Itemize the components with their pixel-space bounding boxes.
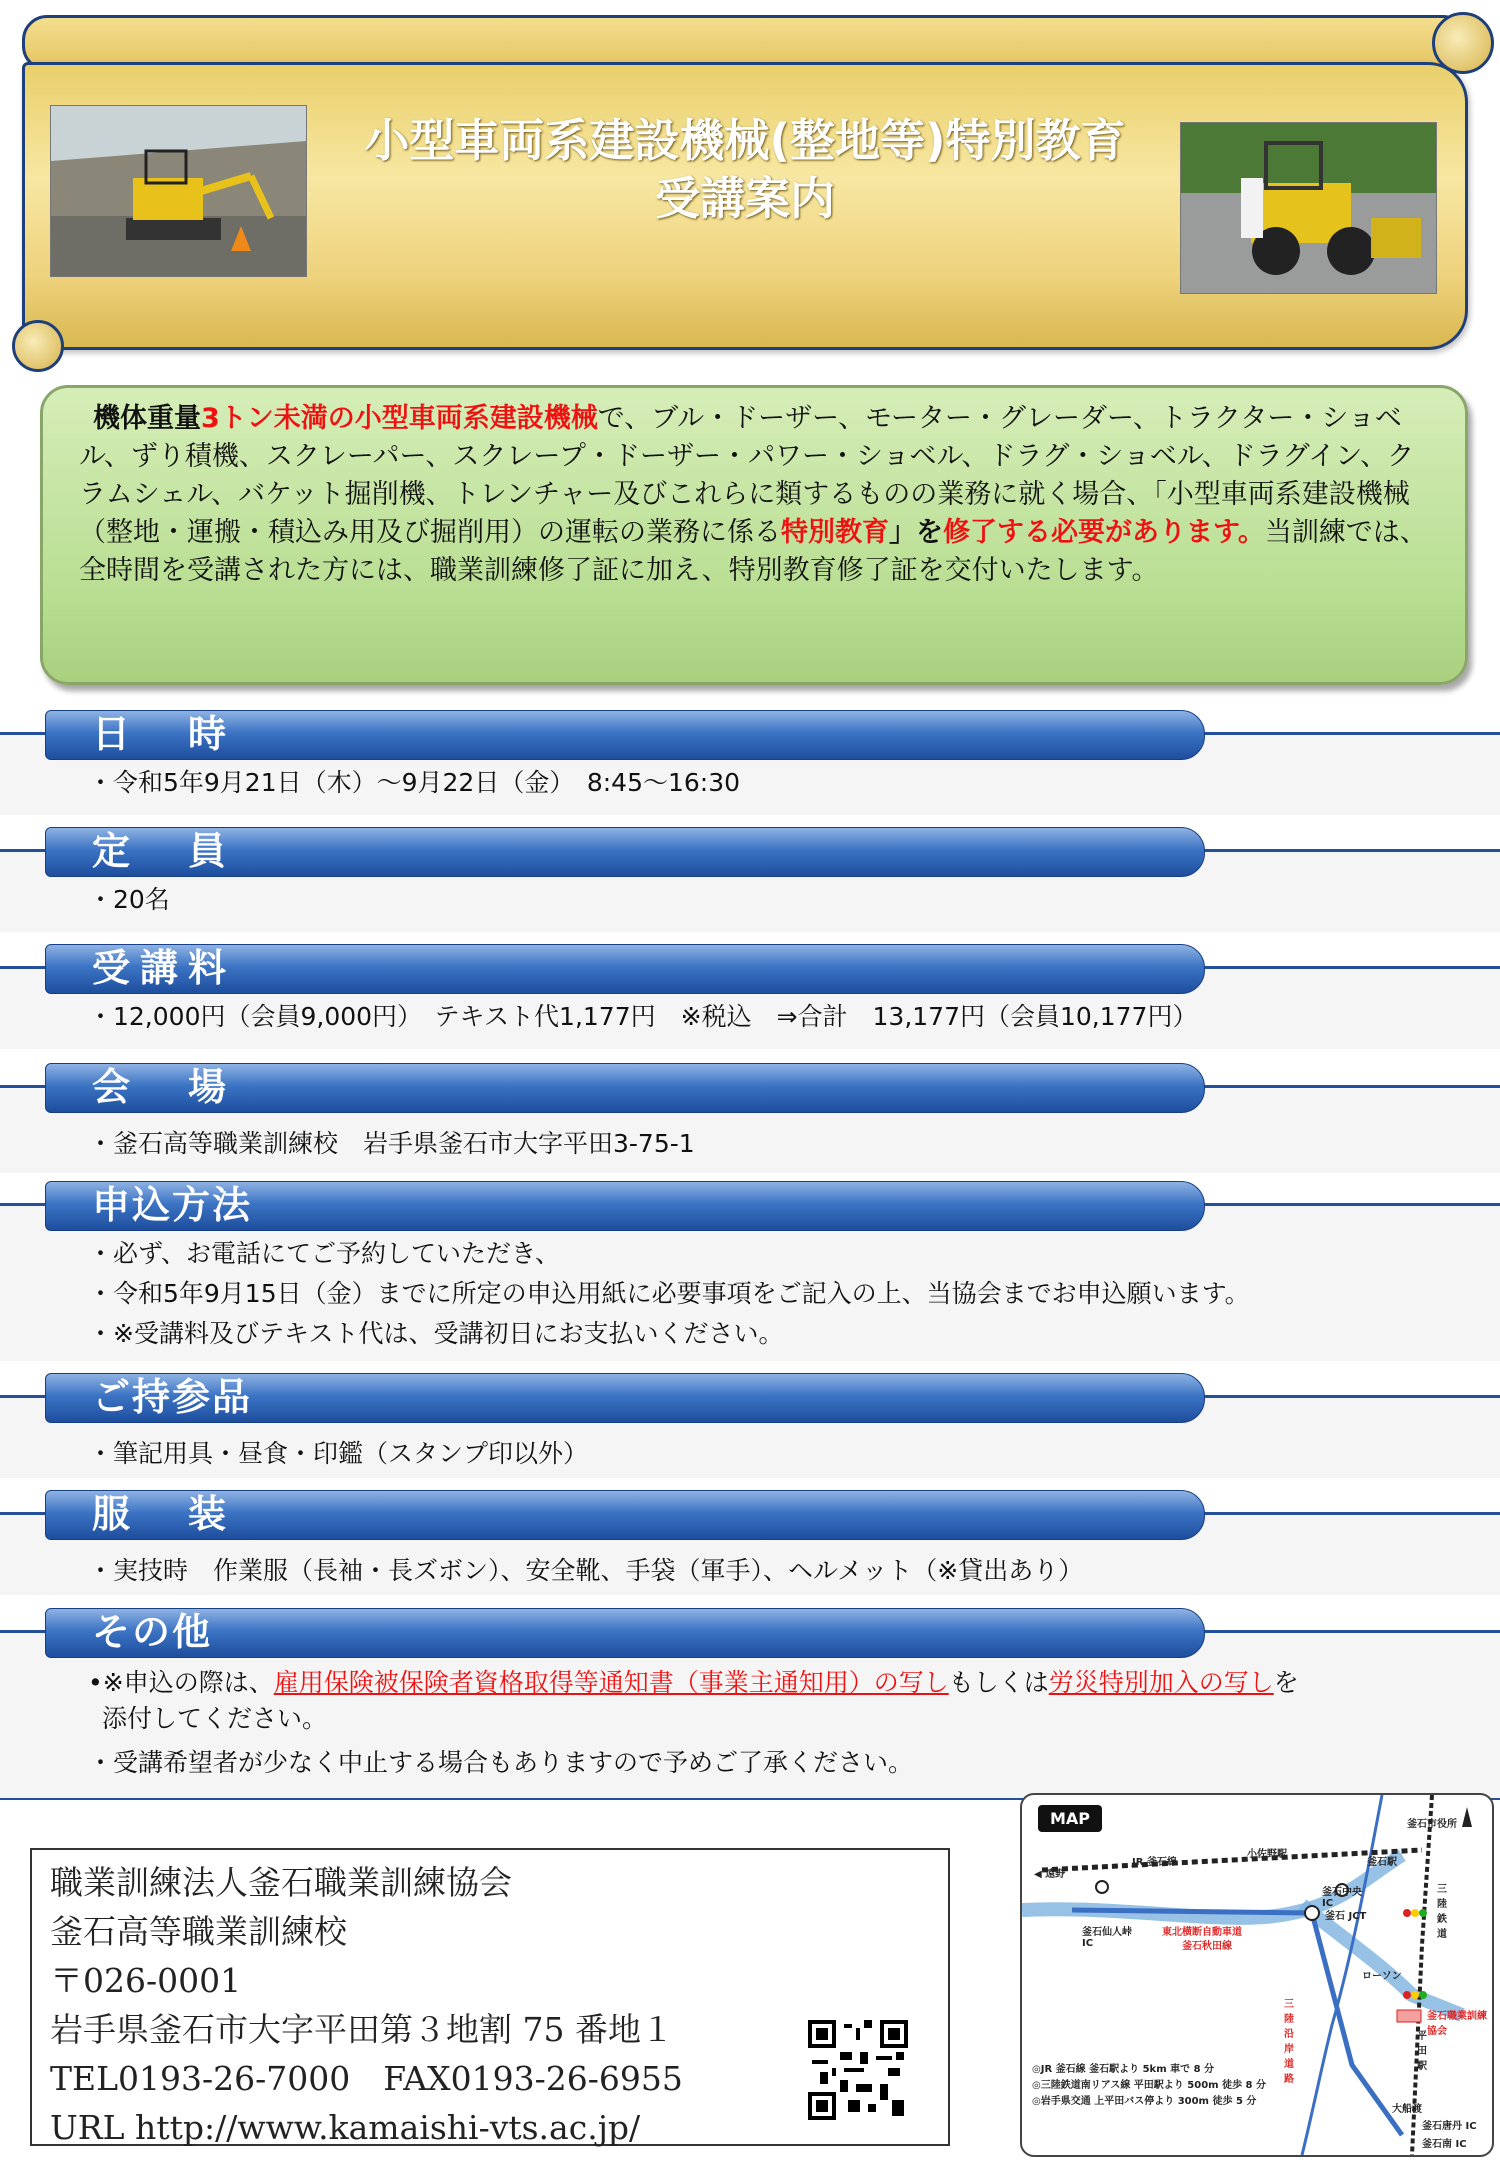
map-note: ◎三陸鉄道南リアス線 平田駅より 500m 徒歩 8 分 [1032,2080,1266,2091]
intro-highlight-required: 修了する必要があります。 [943,517,1265,548]
map-place: 小佐野駅 [1247,1849,1287,1860]
map-label: MAP [1038,1805,1102,1832]
map-place: 釜石職業訓練協会 [1427,2011,1487,2037]
section-bar-other [45,1608,1205,1658]
other-text: を [1273,1668,1299,1697]
section-title-capacity: 定 員 [92,829,237,873]
apply-item: ・令和5年9月15日（金）までに所定の申込用紙に必要事項をご記入の上、当協会までお申込願います。 [88,1279,1250,1308]
dress-item: ・実技時 作業服（長袖・長ズボン）、安全靴、手袋（軍手）、ヘルメット（※貸出あり） [88,1556,1084,1585]
capacity-item: ・20名 [88,885,170,914]
map-place: 平田駅 [1417,2031,1427,2072]
apply-item: ・※受講料及びテキスト代は、受講初日にお支払いください。 [88,1319,784,1348]
other-doc-employment: 雇用保険被保険者資格取得等通知書（事業主通知用）の写し [273,1668,949,1697]
map-place: 大船渡 [1392,2104,1422,2115]
title-line-1: 小型車両系建設機械(整地等)特別教育 [364,114,1126,167]
intro-text-4: 当訓練では、全時間を受講された方には、職業訓練修了証に加え、特別教育修了証を交付いたします。 [79,517,1427,586]
intro-highlight-special: 特別教育 [781,517,889,548]
contact-school: 釜石高等職業訓練校 [50,1912,347,1951]
map-place: 釜石 JCT [1325,1911,1367,1922]
intro-highlight-weight: 3トン未満の小型車両系建設機械 [201,403,598,434]
venue-item: ・釜石高等職業訓練校 岩手県釜石市大字平田3-75-1 [88,1129,695,1158]
section-title-apply: 申込方法 [92,1183,253,1227]
map-place: 釜石南 IC [1422,2139,1467,2150]
contact-phone: TEL0193-26-7000 FAX0193-26-6955 [50,2059,683,2098]
other-text: 添付してください。 [102,1704,328,1733]
contact-url[interactable]: URL http://www.kamaishi-vts.ac.jp/ [50,2108,641,2147]
map-place: JR 釜石線 [1132,1857,1177,1868]
section-title-dress: 服 装 [92,1492,237,1536]
intro-text-2: で、ブル・ドーザー、モーター・グレーダー、トラクター・ショベル、ずり積機、スクレーパー、スクレープ・ドーザー・パワー・ショベル、ドラグ・ショベル、ドラグイン、クラムシェル、バケット掘削機、トレンチャー及びこれらに類するものの業務に就く場合、「小型車両系建設機械（整地・運搬・積込み用及び掘削用）の運転の業務に係る [79,403,1415,548]
other-text: •※申込の際は、 [88,1668,274,1697]
other-item-attachment [88,1665,1498,1737]
access-map [1020,1793,1494,2157]
qr-code[interactable] [808,2020,908,2120]
section-title-bring: ご持参品 [92,1375,253,1419]
other-text: もしくは [948,1668,1049,1697]
intro-box [40,385,1468,685]
contact-postal: 〒026-0001 [50,1961,242,2000]
title-line-2: 受講案内 [654,172,835,225]
map-place: ローソン [1362,1971,1402,1982]
map-place: 東北横断自動車道 [1162,1927,1242,1938]
contact-org: 職業訓練法人釜石職業訓練協会 [50,1863,512,1902]
date-item: ・令和5年9月21日（木）～9月22日（金） 8:45～16:30 [88,768,741,797]
apply-item: ・必ず、お電話にてご予約していただき、 [88,1239,561,1268]
map-place: ◀ 遠野 [1034,1869,1066,1880]
map-place: 釜石駅 [1367,1857,1397,1868]
map-place: 三陸沿岸道路 [1284,1999,1294,2085]
map-place: 釜石仙人峠 IC [1082,1927,1132,1949]
intro-text-1: 機体重量 [93,403,201,434]
contact-address: 岩手県釜石市大字平田第３地割 75 番地１ [50,2010,674,2049]
other-item-cancel: ・受講希望者が少なく中止する場合もありますので予めご了承ください。 [88,1748,914,1777]
page-title [310,112,1180,228]
map-place: 釜石中央 IC [1322,1887,1362,1909]
map-place: 釜石秋田線 [1182,1941,1232,1952]
intro-text-3: 」を [889,517,943,548]
section-title-other: その他 [92,1610,213,1654]
map-note: ◎岩手県交通 上平田バス停より 300m 徒歩 5 分 [1032,2096,1257,2107]
fee-item: ・12,000円（会員9,000円） テキスト代1,177円 ※税込 ⇒合計 13,177円（会員10,177円） [88,1002,1198,1031]
map-place: 釜石唐丹 IC [1422,2121,1477,2132]
section-title-venue: 会 場 [92,1065,237,1109]
map-place: 三陸鉄道 [1437,1884,1447,1940]
bring-item: ・筆記用具・昼食・印鑑（スタンプ印以外） [88,1439,589,1468]
map-note: ◎JR 釜石線 釜石駅より 5km 車で 8 分 [1032,2064,1215,2075]
loader-photo [1180,122,1437,294]
scroll-curl-left [12,320,64,372]
excavator-photo [50,105,307,277]
scroll-curl-right [1432,12,1494,74]
other-doc-rousai: 労災特別加入の写し [1048,1668,1274,1697]
section-title-date: 日 時 [92,712,237,756]
section-title-fee: 受講料 [92,946,237,990]
map-place: 釜石市役所 [1407,1819,1457,1830]
